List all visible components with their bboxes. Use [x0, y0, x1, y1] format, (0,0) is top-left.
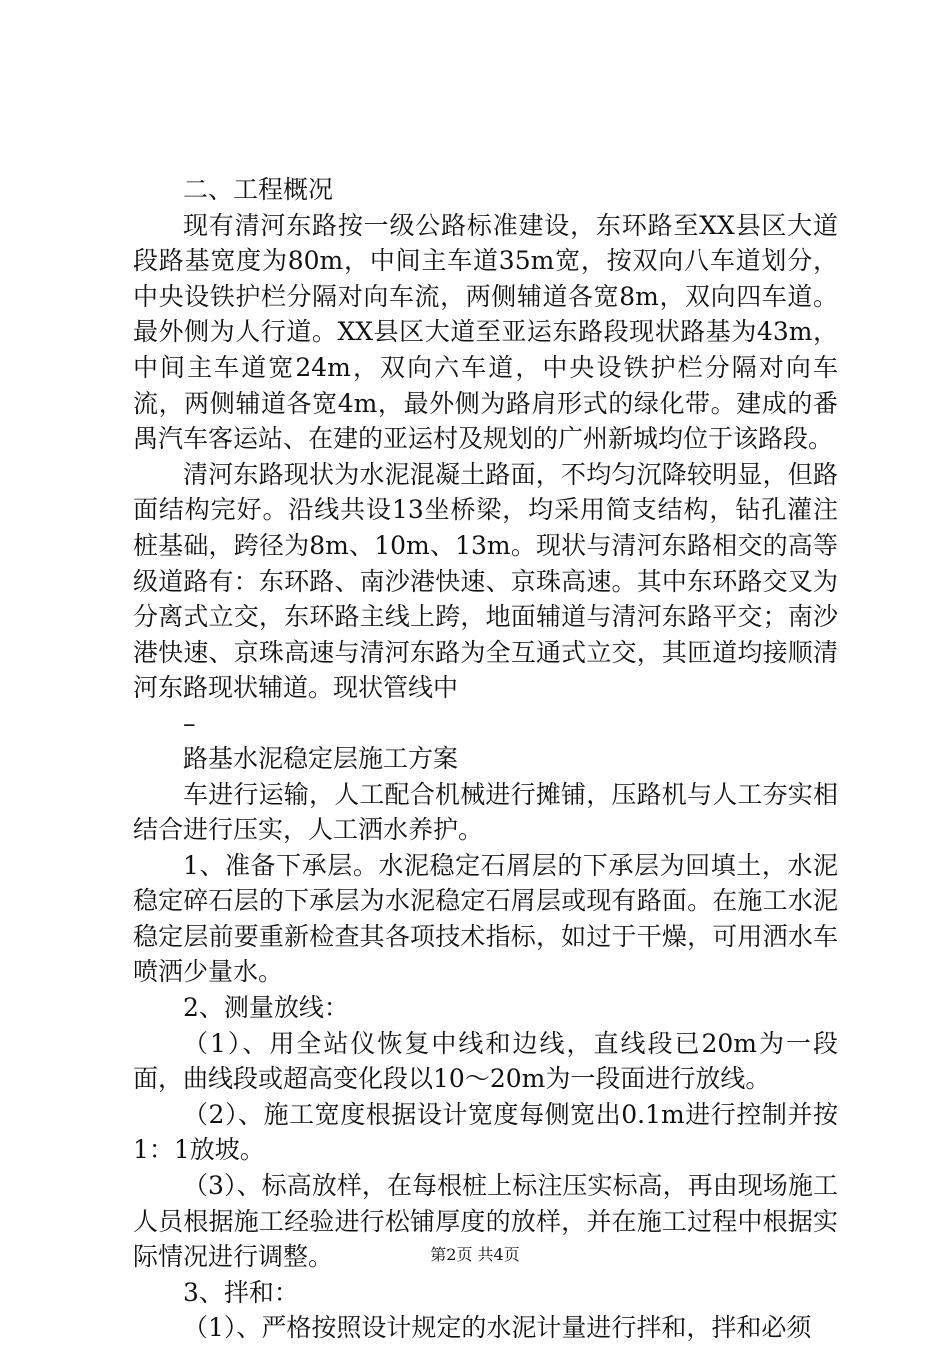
paragraph-step-2-3: （3）、标高放样，在每根桩上标注压实标高，再由现场施工人员根据施工经验进行松铺厚度的放样，并在施工过程中根据实际情况进行调整。: [133, 1171, 838, 1272]
paragraph-transport: 车进行运输，人工配合机械进行摊铺，压路机与人工夯实相结合进行压实，人工洒水养护。: [133, 779, 838, 845]
paragraph-step-3-1: （1）、严格按照设计规定的水泥计量进行拌和，拌和必须: [183, 1313, 812, 1343]
paragraph-overview-2: 清河东路现状为水泥混凝土路面，不均匀沉降较明显，但路面结构完好。沿线共设13坐桥梁，均采用简支结构，钻孔灌注桩基础，跨径为8m、10m、13m。现状与清河东路相交的高等级道路有：东环路、南沙港快速、京珠高速。其中东环路交叉为分离式立交，东环路主线上跨，地面辅道与清河东路平交；南沙港快速、京珠高速与清河东路为全互通式立交，其匝道均接顺清河东路现状辅道。现状管线中: [133, 459, 838, 703]
separator-dash: –: [183, 708, 196, 738]
page-footer: 第2页 共4页: [430, 1245, 520, 1264]
document-body: [133, 172, 838, 1346]
paragraph-step-2: 2、测量放线：: [183, 993, 349, 1023]
paragraph-step-1: 1、准备下承层。水泥稳定石屑层的下承层为回填土，水泥稳定碎石层的下承层为水泥稳定石屑层或现有路面。在施工水泥稳定层前要重新检查其各项技术指标，如过于干燥，可用洒水车喷洒少量水。: [133, 850, 838, 987]
paragraph-step-3: 3、拌和：: [183, 1277, 299, 1307]
paragraph-overview-1: 现有清河东路按一级公路标准建设，东环路至XX县区大道段路基宽度为80m，中间主车道35m宽，按双向八车道划分，中央设铁护栏分隔对向车流，两侧辅道各宽8m，双向四车道。最外侧为人行道。XX县区大道至亚运东路段现状路基为43m，中间主车道宽24m，双向六车道，中央设铁护栏分隔对向车流，两侧辅道各宽4m，最外侧为路肩形式的绿化带。建成的番禺汽车客运站、在建的亚运村及规划的广州新城均位于该路段。: [133, 210, 838, 454]
paragraph-step-2-2: （2）、施工宽度根据设计宽度每侧宽出0.1m进行控制并按1：1放坡。: [133, 1099, 838, 1165]
paragraph-step-2-1: （1）、用全站仪恢复中线和边线，直线段已20m为一段面，曲线段或超高变化段以10～20m为一段面进行放线。: [133, 1028, 838, 1094]
section-heading: 二、工程概况: [183, 175, 334, 204]
document-subtitle: 路基水泥稳定层施工方案: [183, 743, 459, 773]
